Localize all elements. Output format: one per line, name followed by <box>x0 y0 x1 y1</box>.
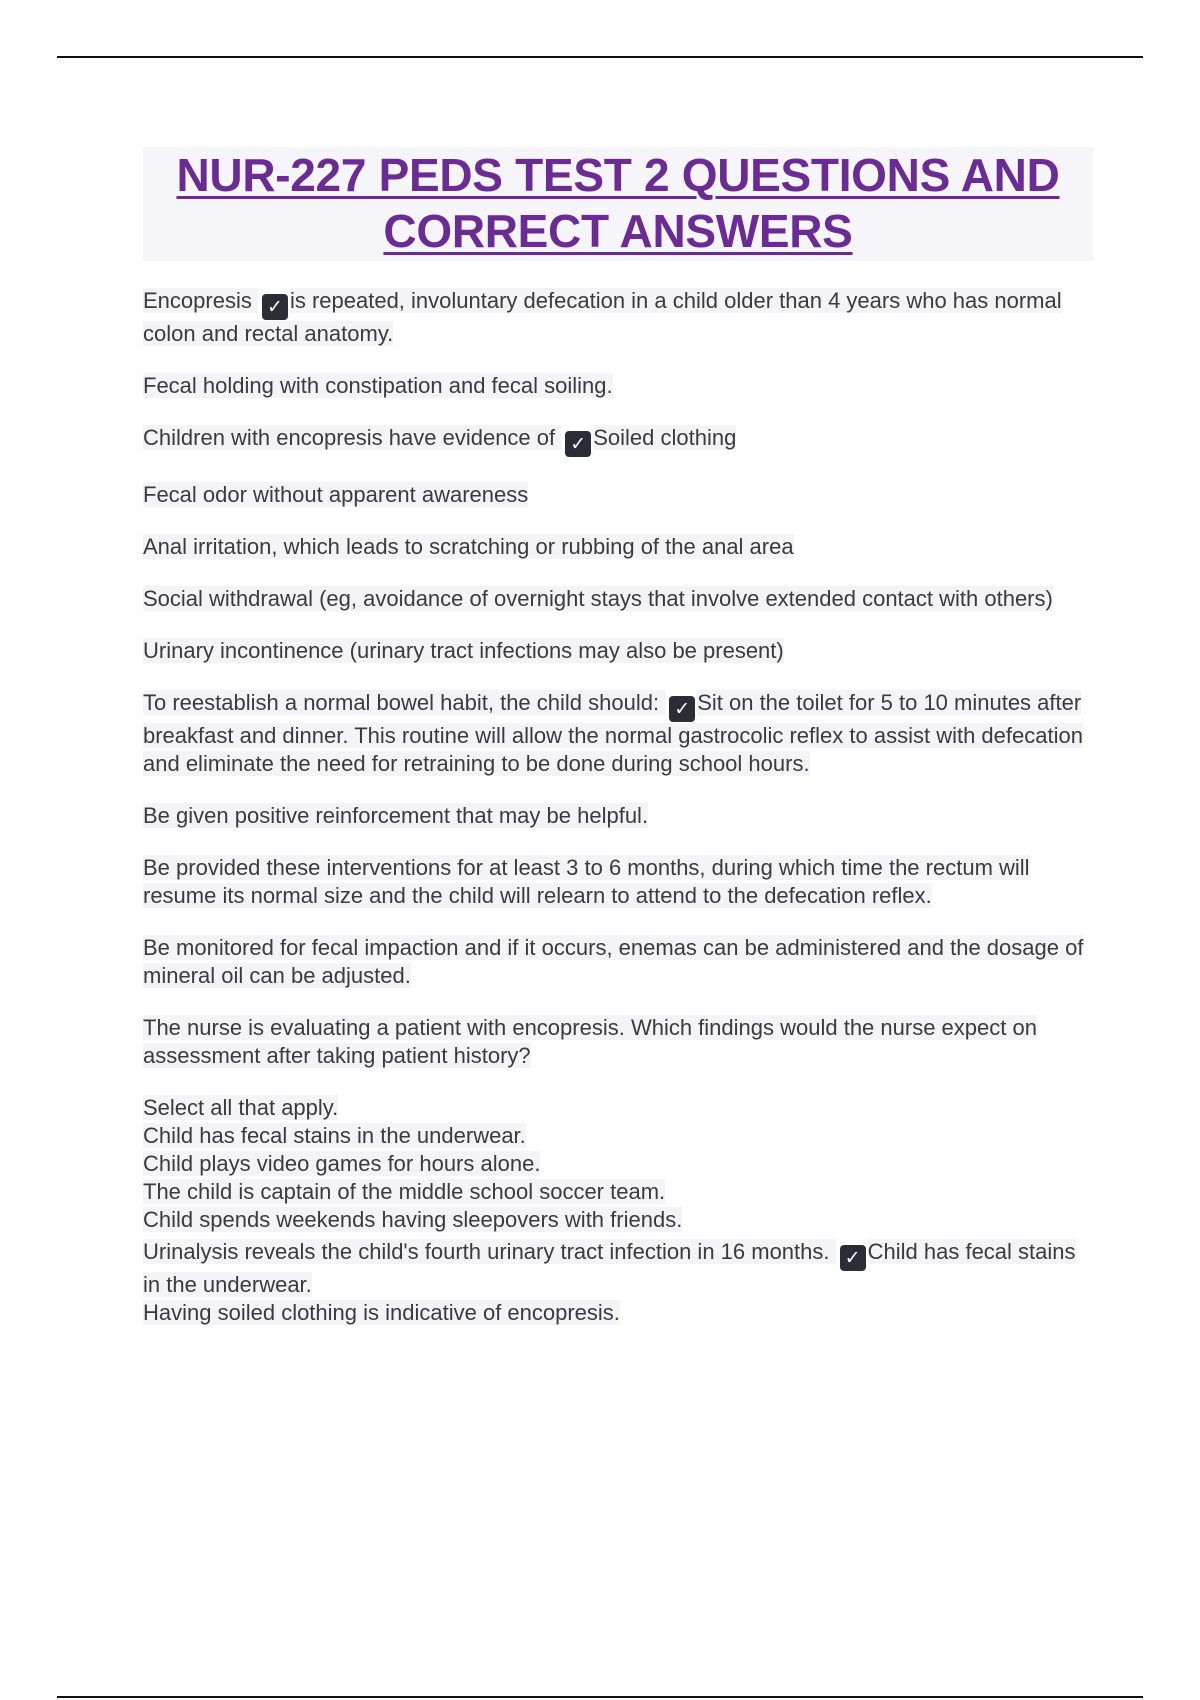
question-stem <box>143 1014 1093 1070</box>
top-rule <box>57 56 1143 58</box>
option-text: Child plays video games for hours alone. <box>143 1151 541 1176</box>
option-text: Child spends weekends having sleepovers with friends. <box>143 1207 683 1232</box>
paragraph-encopresis-definition <box>143 287 1093 348</box>
list-item <box>143 1150 1093 1178</box>
list-item <box>143 1206 1093 1234</box>
rationale-text: Having soiled clothing is indicative of encopresis. <box>143 1300 620 1325</box>
paragraph-text: Encopresis <box>143 288 258 313</box>
paragraph <box>143 934 1093 990</box>
paragraph <box>143 585 1093 613</box>
option-text: The child is captain of the middle school soccer team. <box>143 1179 666 1204</box>
paragraph-text: Children with encopresis have evidence of <box>143 425 562 450</box>
checkmark-icon: ✓ <box>565 431 591 457</box>
paragraph <box>143 533 1093 561</box>
question-options <box>143 1094 1093 1234</box>
answer-text: Child has fecal stains in the underwear. <box>143 1239 1076 1297</box>
paragraph-evidence <box>143 424 1093 457</box>
list-item <box>143 1122 1093 1150</box>
rationale <box>143 1299 1093 1327</box>
answer-text: Soiled clothing <box>593 425 737 450</box>
paragraph <box>143 372 1093 400</box>
checkmark-icon: ✓ <box>262 294 288 320</box>
document-body <box>143 287 1093 1327</box>
bottom-rule <box>57 1696 1143 1698</box>
paragraph-text: Social withdrawal (eg, avoidance of overnight stays that involve extended contact with others) <box>143 586 1053 611</box>
paragraph-text: The nurse is evaluating a patient with encopresis. Which findings would the nurse expect on assessment after taking patient history? <box>143 1015 1037 1068</box>
document-title: NUR-227 PEDS TEST 2 QUESTIONS AND CORRECT ANSWERS <box>176 149 1060 257</box>
paragraph <box>143 854 1093 910</box>
list-item <box>143 1094 1093 1122</box>
paragraph-text: Anal irritation, which leads to scratching or rubbing of the anal area <box>143 534 794 559</box>
checkmark-icon: ✓ <box>669 696 695 722</box>
paragraph-text: Fecal holding with constipation and fecal soiling. <box>143 373 613 398</box>
option-text: Urinalysis reveals the child's fourth urinary tract infection in 16 months. <box>143 1239 836 1264</box>
paragraph-text: Fecal odor without apparent awareness <box>143 482 529 507</box>
paragraph <box>143 802 1093 830</box>
checkmark-icon: ✓ <box>840 1245 866 1271</box>
answer-text: Sit on the toilet for 5 to 10 minutes after breakfast and dinner. This routine will allow the normal gastrocolic reflex to assist with defecation and eliminate the need for retraining to be done during school hours. <box>143 690 1083 776</box>
option-text: Child has fecal stains in the underwear. <box>143 1123 526 1148</box>
final-answer <box>143 1238 1093 1327</box>
paragraph-text: Be monitored for fecal impaction and if it occurs, enemas can be administered and the dosage of mineral oil can be adjusted. <box>143 935 1084 988</box>
list-item <box>143 1178 1093 1206</box>
answer-text: is repeated, involuntary defecation in a child older than 4 years who has normal colon and rectal anatomy. <box>143 288 1062 346</box>
paragraph-text: Be provided these interventions for at least 3 to 6 months, during which time the rectum will resume its normal size and the child will relearn to attend to the defecation reflex. <box>143 855 1030 908</box>
option-text: Select all that apply. <box>143 1095 339 1120</box>
document-content <box>143 147 1093 1351</box>
paragraph <box>143 481 1093 509</box>
paragraph-text: To reestablish a normal bowel habit, the child should: <box>143 690 666 715</box>
paragraph-text: Be given positive reinforcement that may be helpful. <box>143 803 649 828</box>
paragraph-bowel-habit <box>143 689 1093 778</box>
title-box <box>143 147 1093 261</box>
paragraph-text: Urinary incontinence (urinary tract infections may also be present) <box>143 638 784 663</box>
paragraph <box>143 637 1093 665</box>
